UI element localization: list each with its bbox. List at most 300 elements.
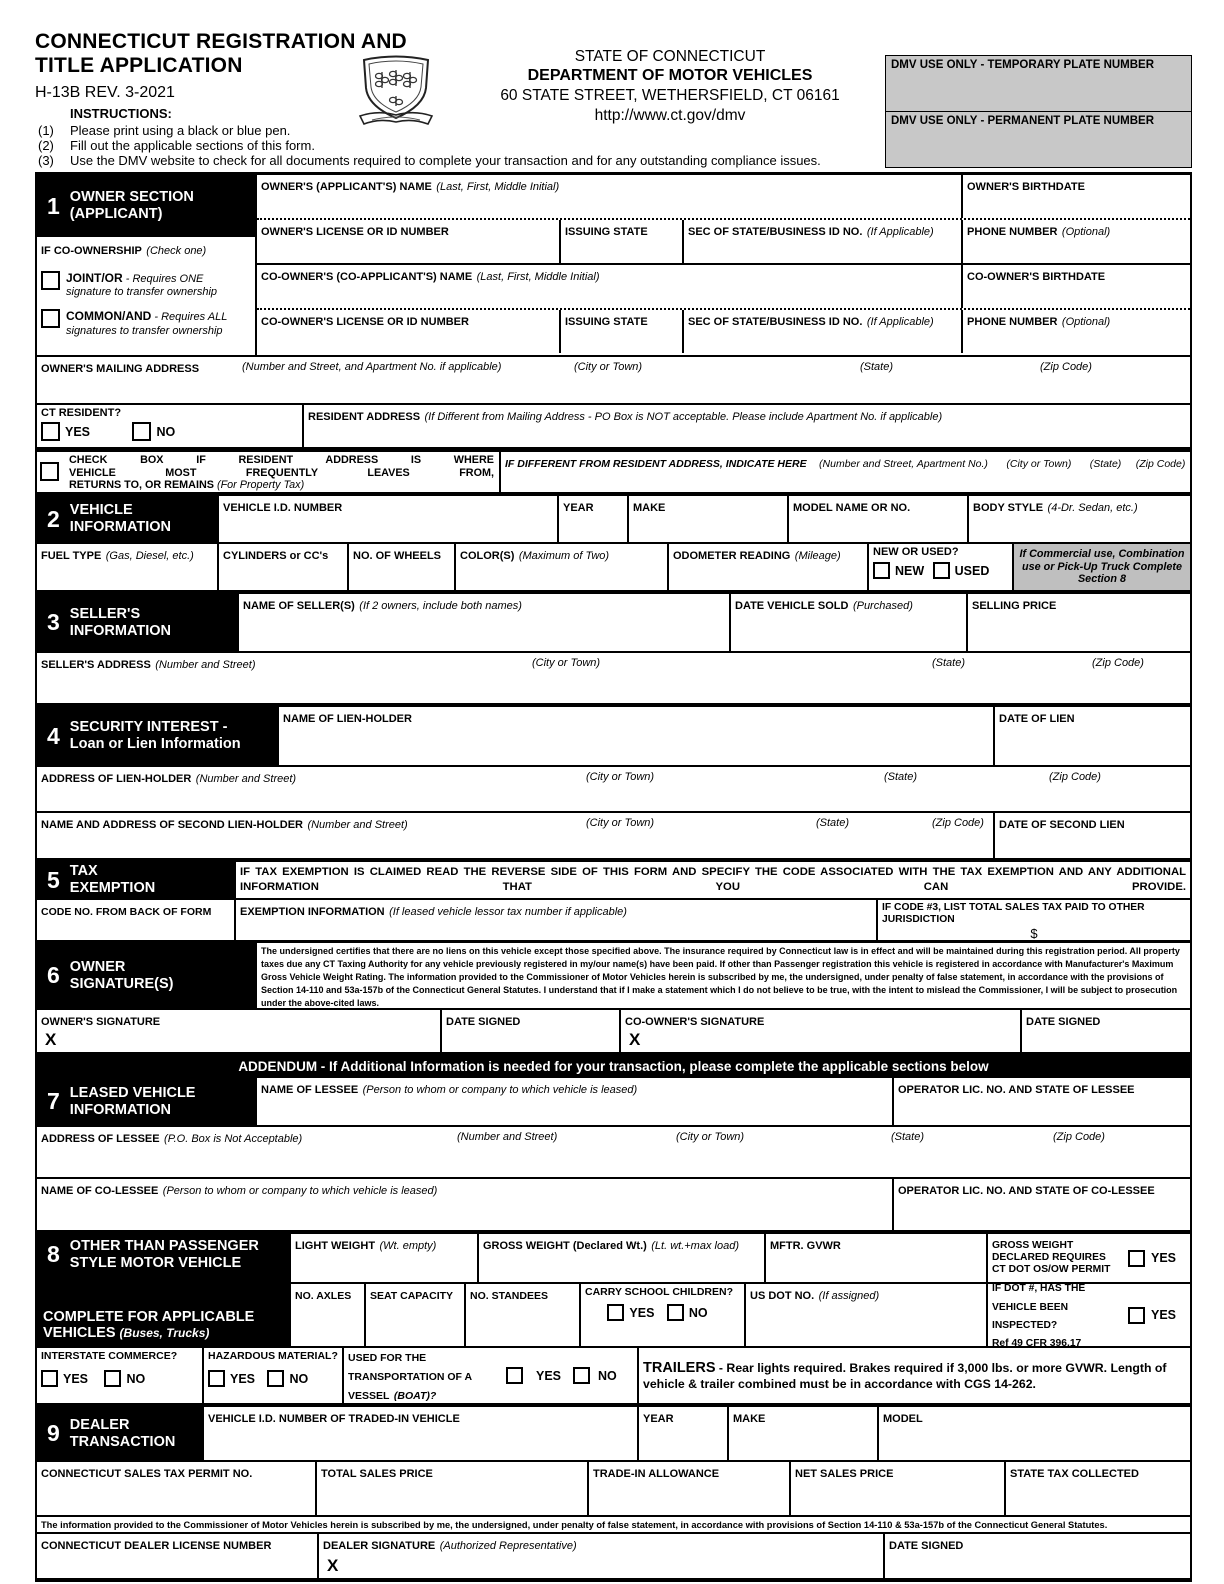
dealer-signature-row bbox=[37, 1532, 1190, 1578]
field-hint: (Number and Street) bbox=[307, 819, 408, 831]
dmv-temporary-plate-label: DMV USE ONLY - TEMPORARY PLATE NUMBER bbox=[891, 59, 1155, 71]
section-title-line: EXEMPTION bbox=[69, 880, 156, 896]
model-field[interactable] bbox=[787, 496, 967, 542]
checkbox-label: YES bbox=[65, 424, 91, 439]
field-hint: (Person to whom or company to which vehicle is leased) bbox=[362, 1084, 638, 1096]
field-hint: (Number and Street, and Apartment No. if applicable) bbox=[242, 361, 502, 373]
field-label: CO-OWNER'S SIGNATURE bbox=[625, 1016, 765, 1028]
field-hint: (City or Town) bbox=[586, 817, 655, 829]
section-title bbox=[70, 1085, 196, 1118]
axles-field[interactable] bbox=[291, 1284, 364, 1346]
dealer-signature-field[interactable] bbox=[317, 1534, 883, 1578]
field-label: STATE TAX COLLECTED bbox=[1010, 1468, 1139, 1480]
instructions-heading: INSTRUCTIONS: bbox=[70, 106, 172, 121]
field-label: CONNECTICUT SALES TAX PERMIT NO. bbox=[41, 1468, 253, 1480]
field-hint: - Requires ONE signature to transfer ownership bbox=[66, 273, 218, 299]
field-label: USED FOR THE TRANSPORTATION OF A VESSEL bbox=[348, 1351, 472, 1403]
dmv-permanent-plate-label: DMV USE ONLY - PERMANENT PLATE NUMBER bbox=[891, 115, 1155, 127]
garaging-checkbox-cell bbox=[37, 452, 499, 492]
section-8-row-a bbox=[291, 1234, 1190, 1284]
joint-or-checkbox[interactable] bbox=[41, 271, 60, 290]
field-label: SEC OF STATE/BUSINESS ID NO. bbox=[688, 316, 863, 328]
colors-field[interactable] bbox=[454, 544, 667, 590]
field-label: US DOT NO. bbox=[750, 1290, 815, 1302]
trade-in-year-field[interactable] bbox=[637, 1407, 727, 1460]
field-label: CT RESIDENT? bbox=[41, 407, 122, 419]
interstate-yes-checkbox[interactable] bbox=[41, 1370, 58, 1387]
section-title bbox=[70, 719, 241, 752]
field-label: TOTAL SALES PRICE bbox=[321, 1468, 433, 1480]
school-children-field bbox=[579, 1284, 744, 1346]
field-hint: (Optional) bbox=[1061, 226, 1111, 238]
mailing-address-field[interactable] bbox=[37, 357, 1190, 403]
co-owner-license-field[interactable] bbox=[257, 310, 559, 353]
field-hint: (BOAT)? bbox=[393, 1390, 437, 1403]
co-ownership-area bbox=[37, 237, 255, 355]
field-hint: (If Applicable) bbox=[866, 316, 934, 328]
section-number: 6 bbox=[47, 962, 60, 988]
field-hint: (Lt. wt.+max load) bbox=[651, 1240, 739, 1252]
phone-number-field[interactable] bbox=[961, 220, 1190, 263]
light-weight-field[interactable] bbox=[291, 1234, 477, 1282]
checkbox-label: NO bbox=[126, 1371, 146, 1386]
field-hint: (State) bbox=[884, 771, 918, 783]
field-hint: (Zip Code) bbox=[1135, 458, 1186, 470]
field-label: NAME OF LESSEE bbox=[261, 1084, 359, 1096]
field-label: OWNER'S LICENSE OR ID NUMBER bbox=[261, 226, 449, 238]
co-owner-license-row bbox=[257, 310, 1190, 353]
field-label: LIGHT WEIGHT bbox=[295, 1240, 376, 1252]
field-label: NET SALES PRICE bbox=[795, 1468, 894, 1480]
sales-tax-permit-field[interactable] bbox=[37, 1462, 315, 1515]
section-title-line: SIGNATURE(S) bbox=[69, 975, 174, 992]
dmv-temporary-plate-box[interactable] bbox=[885, 55, 1192, 112]
common-and-checkbox[interactable] bbox=[41, 309, 60, 328]
certification-text: The undersigned certifies that there are no liens on this vehicle except those specified above. The insurance required by Connecticut law is in effect and will be maintained during this registration period. All property taxes due any CT Taxing Authority for any vehicle previously registered in my/our name(s) have been paid. If other than Passenger registration this vehicle is registered in accordance with Manufacturer's Maximum Gross Vehicle Weight Rating. The information provided to the Commissioner of Motor Vehicles herein is subscribed by me, the undersigned, under penalty of false statement, in accordance with the provisions of Section 14-110 and 53a-157b of the Connecticut General Statutes. I understand that if I make a statement which I do not believe to be true, with the intent to mislead the Commissioner, I will be subject to prosecution under the above-cited laws. bbox=[255, 943, 1190, 1008]
field-hint: (Zip Code) bbox=[1053, 1131, 1105, 1143]
section-title-line: TAX bbox=[69, 863, 98, 880]
section-1-owner bbox=[37, 175, 1190, 355]
checkbox-label: YES bbox=[629, 1305, 655, 1320]
section-title bbox=[70, 1238, 259, 1271]
section-7-header bbox=[37, 1078, 255, 1125]
date-sold-field[interactable] bbox=[729, 594, 966, 651]
section-9-header bbox=[37, 1407, 202, 1460]
trailers-text: - Rear lights required. Brakes required if 3,000 lbs. or more GVWR. Length of vehicle & trailer combined must be in accordance with CGS 14-262. bbox=[643, 1360, 1167, 1391]
section-title-line: VEHICLE bbox=[69, 502, 133, 519]
field-label: OWNER'S SIGNATURE bbox=[41, 1016, 161, 1028]
form-revision: H-13B REV. 3-2021 bbox=[35, 84, 175, 101]
agency-state: STATE OF CONNECTICUT bbox=[574, 48, 766, 65]
osow-permit-yes-checkbox[interactable] bbox=[1128, 1250, 1145, 1267]
other-jurisdiction-tax-field[interactable] bbox=[876, 900, 1190, 940]
checkbox-label: USED bbox=[954, 563, 990, 578]
issuing-state-field[interactable] bbox=[559, 220, 682, 263]
date-of-second-lien-field[interactable] bbox=[993, 813, 1190, 858]
field-label: PHONE NUMBER bbox=[967, 226, 1058, 238]
phone-number-field[interactable] bbox=[961, 310, 1190, 353]
field-hint: (City or Town) bbox=[532, 657, 601, 669]
section-title-line: SELLER'S bbox=[69, 605, 141, 622]
field-label: SEC OF STATE/BUSINESS ID NO. bbox=[688, 226, 863, 238]
field-label: DATE VEHICLE SOLD bbox=[735, 600, 849, 612]
field-label: DEALER SIGNATURE bbox=[323, 1540, 436, 1552]
hazardous-material-field bbox=[202, 1348, 342, 1403]
vessel-no-checkbox[interactable] bbox=[573, 1367, 590, 1384]
field-label: OPERATOR LIC. NO. AND STATE OF LESSEE bbox=[898, 1084, 1135, 1096]
owner-license-field[interactable] bbox=[257, 220, 559, 263]
section-title-line: DEALER bbox=[69, 1416, 130, 1433]
total-sales-price-field[interactable] bbox=[315, 1462, 587, 1515]
wheels-field[interactable] bbox=[347, 544, 454, 590]
inspected-yes-checkbox[interactable] bbox=[1128, 1307, 1145, 1324]
ct-resident-yes-checkbox[interactable] bbox=[41, 422, 60, 441]
owner-name-field[interactable] bbox=[257, 175, 961, 218]
ct-resident-no-checkbox[interactable] bbox=[132, 422, 151, 441]
field-hint: (Zip Code) bbox=[1049, 771, 1101, 783]
agency-address: 60 STATE STREET, WETHERSFIELD, CT 06161 bbox=[500, 87, 840, 105]
field-label: CO-OWNER'S BIRTHDATE bbox=[967, 271, 1106, 283]
section-title-line: STYLE MOTOR VEHICLE bbox=[69, 1254, 242, 1271]
date-of-lien-field[interactable] bbox=[993, 707, 1190, 765]
section-title bbox=[70, 502, 171, 535]
connecticut-seal-icon bbox=[352, 52, 440, 143]
section-5-header bbox=[37, 862, 234, 898]
garaging-address-field[interactable] bbox=[499, 452, 1190, 492]
field-hint: (Mileage) bbox=[794, 550, 841, 562]
field-label: SEAT CAPACITY bbox=[370, 1290, 454, 1302]
co-owner-birthdate-field[interactable] bbox=[961, 265, 1190, 308]
gross-weight-field[interactable] bbox=[477, 1234, 764, 1282]
lien-holder-address-field[interactable] bbox=[37, 767, 1190, 811]
field-label: JOINT/OR bbox=[66, 271, 123, 285]
field-label: IF DIFFERENT FROM RESIDENT ADDRESS, INDICATE HERE bbox=[505, 458, 807, 470]
mftr-gvwr-field[interactable] bbox=[764, 1234, 986, 1282]
seller-address-field[interactable] bbox=[37, 653, 1190, 703]
field-label: MODEL bbox=[883, 1413, 923, 1425]
field-hint: (Last, First, Middle Initial) bbox=[436, 181, 560, 193]
garaging-checkbox[interactable] bbox=[40, 462, 59, 481]
school-yes-checkbox[interactable] bbox=[607, 1304, 624, 1321]
section-4-security-interest bbox=[37, 703, 1190, 765]
garaging-text bbox=[69, 454, 494, 492]
field-hint: (Number and Street) bbox=[457, 1131, 558, 1143]
field-label: ISSUING STATE bbox=[565, 226, 648, 238]
field-label: OWNER'S (APPLICANT'S) NAME bbox=[261, 181, 432, 193]
field-label: DATE OF SECOND LIEN bbox=[999, 819, 1125, 831]
section-8-title-top bbox=[43, 1238, 259, 1271]
field-label: IF CODE #3, LIST TOTAL SALES TAX PAID TO OTHER JURISDICTION bbox=[882, 902, 1145, 925]
field-hint: (Optional) bbox=[1061, 316, 1111, 328]
section-3-header bbox=[37, 594, 237, 651]
field-label: IF DOT #, HAS THE VEHICLE BEEN INSPECTED? bbox=[992, 1284, 1086, 1331]
co-owner-name-field[interactable] bbox=[257, 265, 961, 308]
selling-price-field[interactable] bbox=[966, 594, 1190, 651]
field-label: BODY STYLE bbox=[973, 502, 1044, 514]
section-title bbox=[70, 606, 171, 639]
mailing-address-row bbox=[37, 355, 1190, 403]
us-dot-field[interactable] bbox=[744, 1284, 986, 1346]
field-hint: (State) bbox=[891, 1131, 925, 1143]
section-8-other-than-passenger bbox=[37, 1230, 1190, 1346]
addendum-text: ADDENDUM - If Additional Information is needed for your transaction, please complete the applicable sections below bbox=[238, 1058, 989, 1074]
hazmat-yes-checkbox[interactable] bbox=[208, 1370, 225, 1387]
field-label: OPERATOR LIC. NO. AND STATE OF CO-LESSEE bbox=[898, 1185, 1155, 1197]
field-hint: (Authorized Representative) bbox=[439, 1540, 577, 1552]
section-number: 1 bbox=[47, 192, 60, 219]
field-label: NEW OR USED? bbox=[873, 546, 959, 558]
addendum-bar bbox=[37, 1052, 1190, 1078]
section-2-vehicle bbox=[37, 492, 1190, 542]
fuel-type-field[interactable] bbox=[37, 544, 217, 590]
vin-field[interactable] bbox=[217, 496, 557, 542]
field-label: MAKE bbox=[633, 502, 666, 514]
field-hint: (Buses, Trucks) bbox=[119, 1326, 210, 1341]
section-3-seller bbox=[37, 590, 1190, 651]
field-hint: (Last, First, Middle Initial) bbox=[476, 271, 600, 283]
co-lessee-operator-license-field[interactable] bbox=[892, 1179, 1190, 1230]
section-1-header bbox=[37, 175, 255, 237]
seller-name-field[interactable] bbox=[237, 594, 729, 651]
instruction-text: Fill out the applicable sections of this form. bbox=[70, 138, 315, 153]
lien-holder-name-field[interactable] bbox=[277, 707, 993, 765]
form-body bbox=[35, 172, 1192, 1582]
section-5-tax-exemption bbox=[37, 858, 1190, 898]
field-label: FUEL TYPE bbox=[41, 550, 102, 562]
field-label: DATE OF LIEN bbox=[999, 713, 1075, 725]
common-and-option bbox=[41, 309, 251, 337]
agency-block bbox=[450, 47, 890, 125]
lessee-name-field[interactable] bbox=[255, 1078, 892, 1125]
new-or-used-field bbox=[867, 544, 1012, 590]
field-hint: (Purchased) bbox=[852, 600, 913, 612]
field-label: OWNER'S MAILING ADDRESS bbox=[41, 363, 200, 375]
seat-capacity-field[interactable] bbox=[364, 1284, 464, 1346]
instruction-number: (2) bbox=[38, 138, 54, 153]
checkbox-label: NEW bbox=[895, 563, 925, 578]
section-title-line: OWNER SECTION bbox=[69, 189, 194, 206]
field-label: IF CO-OWNERSHIP bbox=[41, 245, 142, 257]
section-title-line: LEASED VEHICLE bbox=[69, 1084, 196, 1101]
second-lien-holder-field[interactable] bbox=[37, 813, 993, 858]
garaging-address-row bbox=[37, 447, 1190, 492]
field-hint: (Wt. empty) bbox=[379, 1240, 437, 1252]
dealer-license-field[interactable] bbox=[37, 1534, 317, 1578]
instruction-text: Please print using a black or blue pen. bbox=[70, 123, 291, 138]
owner-birthdate-field[interactable] bbox=[961, 175, 1190, 218]
field-hint: - Requires ALL signatures to transfer ownership bbox=[66, 311, 228, 337]
dmv-permanent-plate-box[interactable] bbox=[885, 111, 1192, 168]
field-label: COLOR(S) bbox=[460, 550, 515, 562]
field-label: MFTR. GVWR bbox=[770, 1240, 841, 1252]
state-tax-collected-field[interactable] bbox=[1004, 1462, 1190, 1515]
field-hint: (If assigned) bbox=[818, 1290, 880, 1302]
ct-resident-question bbox=[37, 405, 302, 447]
new-checkbox[interactable] bbox=[873, 562, 890, 579]
field-label: CO-OWNER'S (CO-APPLICANT'S) NAME bbox=[261, 271, 473, 283]
vessel-yes-checkbox[interactable] bbox=[506, 1367, 523, 1384]
signature-row bbox=[37, 1008, 1190, 1052]
field-label: OWNER'S BIRTHDATE bbox=[967, 181, 1085, 193]
field-label: GROSS WEIGHT DECLARED REQUIRES CT DOT OS/OW PERMIT bbox=[992, 1240, 1111, 1275]
net-sales-price-field[interactable] bbox=[789, 1462, 1004, 1515]
field-hint: (Zip Code) bbox=[932, 817, 984, 829]
field-label: GROSS WEIGHT (Declared Wt.) bbox=[483, 1240, 647, 1252]
field-label: DATE SIGNED bbox=[1026, 1016, 1101, 1028]
section-title-line: INFORMATION bbox=[69, 519, 172, 535]
make-field[interactable] bbox=[627, 496, 787, 542]
section-number: 4 bbox=[47, 722, 60, 749]
tax-code-row bbox=[37, 898, 1190, 940]
lien-holder-address-row bbox=[37, 765, 1190, 811]
section-title-line: TRANSACTION bbox=[69, 1433, 176, 1450]
signature-x-mark: X bbox=[629, 1030, 641, 1049]
trailers-note bbox=[637, 1348, 1190, 1403]
date-signed-field[interactable] bbox=[1020, 1010, 1190, 1052]
field-label: VEHICLE I.D. NUMBER bbox=[223, 502, 343, 514]
field-label: ODOMETER READING bbox=[673, 550, 791, 562]
resident-address-field[interactable] bbox=[302, 405, 1190, 447]
standees-field[interactable] bbox=[464, 1284, 579, 1346]
field-label: SELLING PRICE bbox=[972, 600, 1057, 612]
field-hint: (If leased vehicle lessor tax number if applicable) bbox=[389, 906, 627, 918]
section-8-row-b bbox=[291, 1284, 1190, 1346]
field-hint: (If 2 owners, include both names) bbox=[359, 600, 522, 612]
lessee-address-field[interactable] bbox=[37, 1127, 1190, 1177]
owner-signature-field[interactable] bbox=[37, 1010, 440, 1052]
second-lien-holder-row bbox=[37, 811, 1190, 858]
dealer-fine-print-row bbox=[37, 1515, 1190, 1532]
section-number: 7 bbox=[47, 1088, 60, 1114]
field-label: ADDRESS OF LESSEE bbox=[41, 1133, 160, 1145]
odometer-field[interactable] bbox=[667, 544, 867, 590]
field-hint: (State) bbox=[860, 361, 894, 373]
field-label: COMMON/AND bbox=[66, 309, 152, 324]
school-no-checkbox[interactable] bbox=[667, 1304, 684, 1321]
field-reference: Ref 49 CFR 396.17 bbox=[992, 1338, 1082, 1346]
year-field[interactable] bbox=[557, 496, 627, 542]
co-lessee-name-field[interactable] bbox=[37, 1179, 892, 1230]
date-signed-field[interactable] bbox=[440, 1010, 619, 1052]
section-8-fields bbox=[289, 1234, 1190, 1346]
field-hint: (Number and Street) bbox=[155, 659, 256, 671]
field-label: ISSUING STATE bbox=[565, 316, 648, 328]
section-1-left-column bbox=[37, 175, 255, 355]
field-label: MAKE bbox=[733, 1413, 766, 1425]
signature-x-mark: X bbox=[327, 1556, 339, 1575]
sos-business-id-field[interactable] bbox=[682, 310, 961, 353]
section-number: 3 bbox=[47, 609, 60, 635]
field-hint: (If Applicable) bbox=[866, 226, 934, 238]
field-label: RESIDENT ADDRESS bbox=[308, 411, 421, 423]
date-signed-field[interactable] bbox=[883, 1534, 1190, 1578]
field-hint: (Gas, Diesel, etc.) bbox=[105, 550, 194, 562]
field-hint: (Number and Street, Apartment No.) bbox=[819, 458, 988, 470]
trade-in-vin-field[interactable] bbox=[202, 1407, 637, 1460]
section-number: 2 bbox=[47, 505, 60, 532]
field-label: MODEL NAME OR NO. bbox=[793, 502, 911, 514]
interstate-no-checkbox[interactable] bbox=[104, 1370, 121, 1387]
checkbox-label: NO bbox=[688, 1305, 708, 1320]
section-7-leased-vehicle bbox=[37, 1078, 1190, 1125]
issuing-state-field[interactable] bbox=[559, 310, 682, 353]
lessee-operator-license-field[interactable] bbox=[892, 1078, 1190, 1125]
checkbox-label: YES bbox=[1151, 1251, 1177, 1265]
instruction-number: (3) bbox=[38, 153, 54, 168]
co-owner-signature-field[interactable] bbox=[619, 1010, 1020, 1052]
checkbox-label: YES bbox=[230, 1371, 256, 1386]
trade-in-allowance-field[interactable] bbox=[587, 1462, 789, 1515]
section-2-header bbox=[37, 496, 217, 542]
code-no-field[interactable] bbox=[37, 900, 234, 940]
body-style-field[interactable] bbox=[967, 496, 1190, 542]
section-8-header bbox=[37, 1234, 289, 1346]
section-title-line: INFORMATION bbox=[69, 1101, 172, 1118]
fuel-row bbox=[37, 542, 1190, 590]
trade-in-model-field[interactable] bbox=[877, 1407, 1190, 1460]
section-6-owner-signatures bbox=[37, 940, 1190, 1008]
section-title bbox=[70, 959, 174, 992]
field-label: NAME OF LIEN-HOLDER bbox=[283, 713, 412, 725]
sos-business-id-field[interactable] bbox=[682, 220, 961, 263]
section-number: 9 bbox=[47, 1420, 60, 1446]
field-hint: (State) bbox=[1089, 458, 1122, 470]
field-hint: (City or Town) bbox=[676, 1131, 745, 1143]
field-hint: (For Property Tax) bbox=[216, 479, 305, 492]
section-title-line: OWNER bbox=[69, 958, 126, 975]
checkbox-label: YES bbox=[1151, 1308, 1177, 1322]
exemption-info-field[interactable] bbox=[234, 900, 876, 940]
field-label: NO. STANDEES bbox=[470, 1290, 548, 1302]
seller-address-row bbox=[37, 651, 1190, 703]
instruction-text: Use the DMV website to check for all documents required to complete your transaction and for any outstanding compliance issues. bbox=[70, 153, 821, 168]
form-title-line1: CONNECTICUT REGISTRATION AND bbox=[35, 30, 407, 53]
field-label: CONNECTICUT DEALER LICENSE NUMBER bbox=[41, 1540, 272, 1552]
section-title-line: INFORMATION bbox=[69, 622, 172, 639]
garaging-line: VEHICLE MOST FREQUENTLY LEAVES FROM, bbox=[69, 466, 494, 479]
section-9-dealer bbox=[37, 1403, 1190, 1460]
field-hint: (State) bbox=[816, 817, 850, 829]
field-hint: (If Different from Mailing Address - PO Box is NOT acceptable. Please include Apartment No. if applicable) bbox=[424, 411, 943, 423]
field-label: ADDRESS OF LIEN-HOLDER bbox=[41, 773, 192, 785]
hazmat-no-checkbox[interactable] bbox=[267, 1370, 284, 1387]
field-hint: (Zip Code) bbox=[1092, 657, 1144, 669]
used-checkbox[interactable] bbox=[933, 562, 950, 579]
cylinders-field[interactable] bbox=[217, 544, 347, 590]
field-hint: (Zip Code) bbox=[1040, 361, 1092, 373]
section-title bbox=[70, 1417, 176, 1450]
section-title-line: SECURITY INTEREST - bbox=[69, 719, 228, 736]
field-label: EXEMPTION INFORMATION bbox=[240, 906, 385, 918]
section-6-header bbox=[37, 943, 255, 1008]
field-hint: (P.O. Box is Not Acceptable) bbox=[164, 1133, 303, 1145]
checkbox-label: NO bbox=[598, 1368, 617, 1383]
field-label: NAME AND ADDRESS OF SECOND LIEN-HOLDER bbox=[41, 819, 303, 831]
commercial-note bbox=[1012, 544, 1190, 590]
field-label: SELLER'S ADDRESS bbox=[41, 659, 151, 671]
instruction-item bbox=[38, 138, 315, 153]
agency-url[interactable]: http://www.ct.gov/dmv bbox=[594, 106, 746, 124]
trade-in-make-field[interactable] bbox=[727, 1407, 877, 1460]
dealer-fine-print: The information provided to the Commissioner of Motor Vehicles herein is subscribed by me, the undersigned, under penalty of false statement, in accordance with provisions of Section 14-110 & 53a-157b of the Connecticut General Statutes. bbox=[41, 1519, 1108, 1530]
field-label: PHONE NUMBER bbox=[967, 316, 1058, 328]
co-owner-name-row bbox=[257, 265, 1190, 310]
field-hint: (City or Town) bbox=[1006, 458, 1072, 470]
co-lessee-row bbox=[37, 1177, 1190, 1230]
field-hint: (4-Dr. Sedan, etc.) bbox=[1047, 502, 1138, 514]
instruction-number: (1) bbox=[38, 123, 54, 138]
field-label: NO. OF WHEELS bbox=[353, 550, 441, 562]
